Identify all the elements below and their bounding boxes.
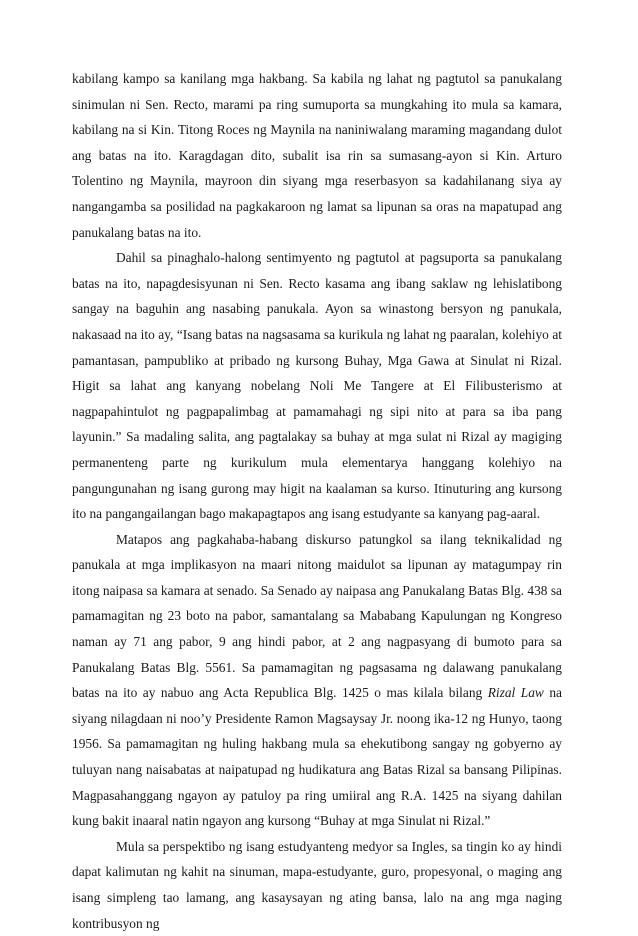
paragraph-4: Mula sa perspektibo ng isang estudyanteng medyor sa Ingles, sa tingin ko ay hindi dapat kalimutan ng kahit na sinuman, mapa-estudyante, guro, propesyonal, o maging ang isang simpleng tao lamang, ang kasaysayan ng ating bansa, lalo na ang mga naging kontribusyon ng xyxy=(72,838,562,931)
rizal-law-italic: Rizal Law xyxy=(487,685,544,701)
paragraph-1: kabilang kampo sa kanilang mga hakbang. Sa kabila ng lahat ng pagtutol sa panukalang sinimulan ni Sen. Recto, marami pa ring sumuporta sa mungkahing ito mula sa kamara, kabilang na si Kin. Titong Roces ng Maynila na naniniwalang maraming magandang dulot ang batas na ito. Karagdagan dito, subalit isa rin sa sumasang-ayon si Kin. Arturo Tolentino ng Maynila, mayroon din siyang mga reserbasyon sa kadahilanang siya ay nangangamba sa posilidad na pagkakaroon ng lamat sa lipunan sa oras na mapatupad ang panukalang batas na ito. xyxy=(72,71,562,240)
paragraph-2: Dahil sa pinaghalo-halong sentimyento ng pagtutol at pagsuporta sa panukalang batas na ito, napagdesisyunan ni Sen. Recto kasama ang ibang saklaw ng lehislatibong sangay na baguhin ang nasabing panukala. Ayon sa winastong bersyon ng panukala, nakasaad na ito ay, “Isang batas na nagsasama sa kurikula ng lahat ng paaralan, kolehiyo at pamantasan, pampubliko at pribado ng kursong Buhay, Mga Gawa at Sinulat ni Rizal. Higit sa lahat ang kanyang nobelang Noli Me Tangere at El Filibusterismo at nagpapahintulot ng pagpapalimbag at pamamahagi ng sipi nito at para sa iba pang layunin.” Sa madaling salita, ang pagtalakay sa buhay at mga sulat ni Rizal ay magiging permanenteng parte ng kurikulum mula elementarya hanggang kolehiyo na pangungunahan ng isang gurong may higit na kaalaman sa kurso. Itinuturing ang kursong ito na pangangailangan bago makapagtapos ang isang estudyante sa kanyang pag-aaral. xyxy=(72,250,562,522)
paragraph-3-text-after: na siyang nilagdaan ni noo’y Presidente Ramon Magsaysay Jr. noong ika-12 ng Hunyo, taong 1956. Sa pamamagitan ng huling hakbang mula sa ehekutibong sangay ng gobyerno ay tuluyan nang naisabatas at naipatupad ng hudikatura ang Batas Rizal sa bansang Pilipinas. Magpasahanggang ngayon ay patuloy pa ring umiiral ang R.A. 1425 na siyang dahilan kung bakit inaaral natin ngayon ang kursong “Buhay at mga Sinulat ni Rizal.” xyxy=(72,685,562,829)
paragraph-3-text-before: Matapos ang pagkahaba-habang diskurso patungkol sa ilang teknikalidad ng panukala at mga implikasyon na maari nitong maidulot sa lipunan ay matagumpay rin itong naipasa sa kamara at senado. Sa Senado ay naipasa ang Panukalang Batas Blg. 438 sa pamamagitan ng 23 boto na pabor, samantalang sa Mababang Kapulungan ng Kongreso naman ay 71 ang pabor, 9 ang hindi pabor, at 2 ang nagpasyang di bumoto para sa Panukalang Batas Blg. 5561. Sa pamamagitan ng pagsasama ng dalawang panukalang batas na ito ay nabuo ang Acta Republica Blg. 1425 o mas kilala bilang xyxy=(72,531,562,701)
body-text xyxy=(72,66,562,936)
paragraph-3 xyxy=(72,527,562,834)
